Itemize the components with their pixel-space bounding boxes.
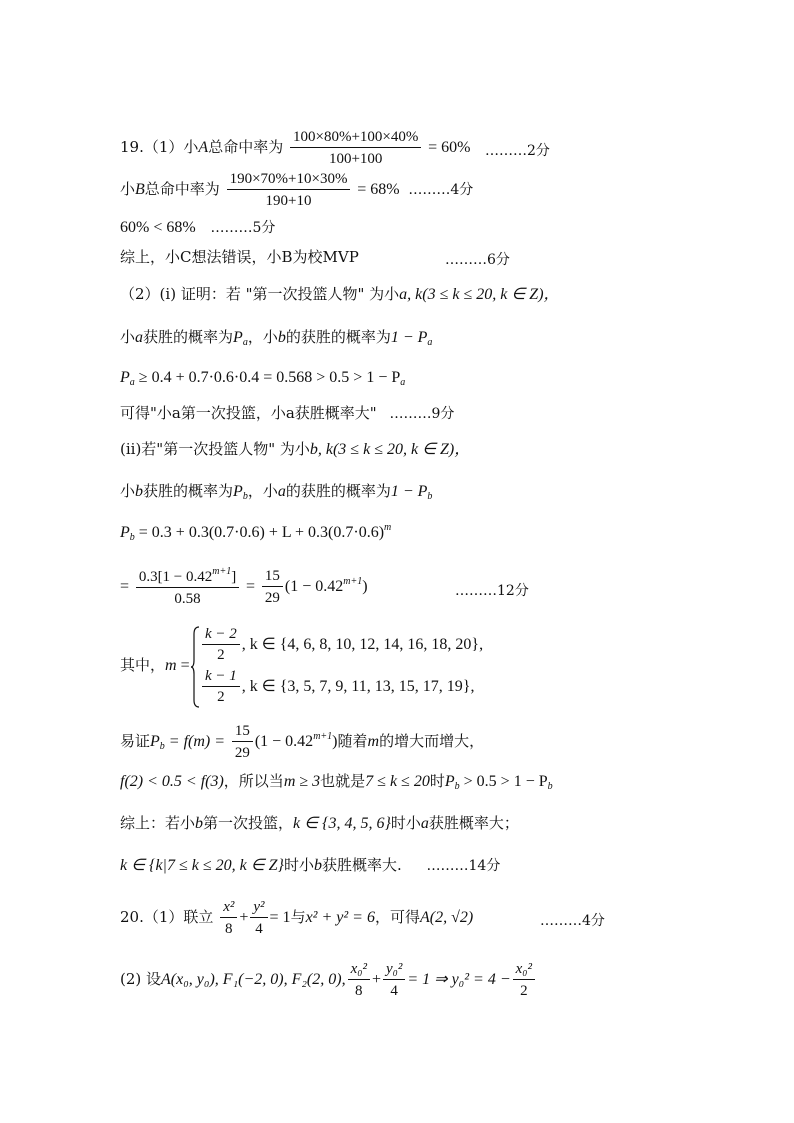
series: = 0.3 + 0.3(0.7·0.6) + L + 0.3(0.7·0.6) (134, 524, 385, 541)
text: ，小 (247, 482, 278, 500)
q19-line-15 (120, 772, 553, 793)
q19-line-12 (120, 566, 368, 608)
numerator: 15 (232, 722, 253, 742)
denominator: 190+10 (265, 193, 312, 209)
denominator: 2 (217, 647, 225, 663)
text: 随着 (337, 732, 368, 750)
superscript: m+1 (212, 566, 232, 577)
points-2: ………2分 (485, 143, 550, 159)
superscript: m (384, 522, 392, 533)
tail: (1 − 0.42 (284, 578, 344, 595)
text: 总命中率为 (208, 138, 284, 156)
points-6: ………6分 (445, 252, 510, 268)
q19-line-9 (120, 440, 470, 459)
points-9: ………9分 (389, 406, 455, 422)
text: 的获胜的概率为 (285, 482, 391, 500)
points-12: ………12分 (455, 583, 529, 599)
subscript: b (454, 781, 460, 792)
var-b: b (277, 329, 286, 346)
numerator: y₀² (383, 960, 405, 980)
var-m: m (367, 733, 380, 750)
fraction-k-2 (202, 626, 240, 664)
text: 获胜的概率为 (143, 482, 234, 500)
q19-line-6 (120, 328, 432, 349)
case-odd (200, 668, 474, 706)
subscript: b (242, 491, 248, 502)
q19-line-3 (120, 218, 275, 237)
text: 小 (120, 328, 136, 346)
points-5: ………5分 (210, 220, 276, 236)
var-P: P (120, 524, 130, 541)
var-B: B (135, 181, 145, 198)
subscript: b (129, 532, 135, 543)
result: = 68% (357, 181, 400, 198)
fraction-x0-8 (348, 960, 370, 1000)
var-a: a (420, 815, 429, 832)
expr: 1 − P (390, 483, 428, 500)
denominator: 4 (255, 921, 263, 937)
brace-icon (190, 626, 200, 708)
text: ，所以当 (223, 772, 284, 790)
numerator: x₀² (348, 960, 370, 980)
expr: (1 − 0.42 (254, 733, 314, 750)
var-a: a (135, 329, 144, 346)
expr: 1 − P (390, 329, 428, 346)
numerator: y² (250, 898, 267, 918)
text: 的增大而增大， (379, 732, 485, 750)
condition: a, k(3 ≤ k ≤ 20, k ∈ Z)， (399, 286, 560, 303)
numerator: 100×80%+100×40% (290, 128, 421, 148)
numerator: k − 1 (202, 668, 240, 687)
num-end: ] (231, 569, 237, 585)
equals: = (120, 578, 130, 595)
text: ，小 (247, 328, 278, 346)
var-P: P (150, 733, 160, 750)
points-4: ………4分 (540, 913, 605, 929)
text: 与 (290, 908, 306, 926)
points-4: ………4分 (408, 182, 474, 198)
q19-line-13 (120, 656, 190, 675)
q19-line-5 (120, 285, 560, 304)
var-P: P (444, 773, 455, 790)
var-A: A (198, 139, 209, 156)
conclusion: 综上，小C想法错误，小B为校MVP (120, 248, 359, 266)
var-b: b (195, 815, 204, 832)
text: 时小 (390, 814, 421, 832)
set: k ∈ {k|7 ≤ k ≤ 20, k ∈ Z} (120, 857, 284, 874)
fraction-k-1 (202, 668, 240, 706)
q19-line-11 (120, 522, 391, 544)
text: 可得"小a第一次投篮，小a获胜概率大" (120, 404, 377, 422)
text: 的获胜的概率为 (285, 328, 391, 346)
function: = f(m) = (164, 733, 226, 750)
q20-line-2 (120, 960, 537, 1000)
q19-line-17 (120, 856, 500, 875)
set: k ∈ {3, 4, 5, 6} (293, 815, 391, 832)
text: 获胜概率大； (428, 814, 519, 832)
denominator: 2 (520, 983, 528, 999)
subscript: b (547, 781, 553, 792)
inequality: ≥ 0.4 + 0.7·0.6·0.4 = 0.568 > 0.5 > 1 − P (134, 369, 401, 386)
denominator: 29 (234, 745, 250, 761)
q19-line-16 (120, 814, 519, 833)
numerator: x₀² (513, 960, 535, 980)
numerator: x² (220, 898, 237, 918)
text: 其中， (120, 656, 166, 674)
fraction-x0-2 (513, 960, 535, 1000)
denominator: 8 (225, 921, 233, 937)
text: 获胜概率大. (321, 856, 402, 874)
expr-end: ) (332, 733, 338, 750)
q19-line-8 (120, 404, 454, 423)
var-b: b (135, 483, 144, 500)
plus: + (239, 909, 249, 926)
condition: b, k(3 ≤ k ≤ 20, k ∈ Z)， (309, 441, 471, 458)
subscript: a (242, 337, 248, 348)
denominator: 4 (390, 983, 398, 999)
text: ，可得 (374, 908, 420, 926)
q19-line-4 (120, 248, 359, 266)
fraction-sum (136, 566, 239, 608)
superscript: m+1 (313, 731, 333, 742)
num-text: 0.3[1 − 0.42 (138, 569, 213, 585)
var-P: P (233, 483, 243, 500)
text: 综上：若小 (120, 814, 196, 832)
comparison: 60% < 68% (120, 219, 196, 236)
condition: 7 ≤ k ≤ 20 (365, 773, 430, 790)
fraction-y2-4 (250, 898, 267, 938)
text: 获胜的概率为 (143, 328, 234, 346)
text: 小 (120, 180, 136, 198)
equals: = (176, 657, 190, 674)
subscript: b (159, 741, 165, 752)
subscript: a (427, 337, 433, 348)
var-b: b (313, 857, 322, 874)
inequality: > 0.5 > 1 − P (459, 773, 548, 790)
numerator: k − 2 (202, 626, 240, 645)
text: （2）(i) 证明：若 "第一次投篮人物" 为小 (120, 285, 400, 303)
circle-equation: x² + y² = 6 (305, 909, 375, 926)
denominator: 0.58 (174, 591, 201, 607)
var-m: m (165, 657, 177, 674)
q19-line-14 (120, 722, 484, 762)
q20-label: 20.（1）联立 (120, 908, 214, 926)
inequality: f(2) < 0.5 < f(3) (120, 773, 224, 790)
fraction-A (290, 128, 421, 168)
q19-line-2 (120, 170, 473, 210)
equals: = (246, 578, 256, 595)
points-14: ………14分 (426, 858, 501, 874)
implication: = 1 ⇒ y₀² = 4 − (407, 971, 511, 988)
q20-line-1 (120, 898, 473, 938)
set: , k ∈ {3, 5, 7, 9, 11, 13, 15, 17, 19}, (241, 678, 475, 695)
fraction-y0-4 (383, 960, 405, 1000)
text: 时小 (283, 856, 314, 874)
subscript: a (400, 377, 406, 388)
text: (2) 设 (120, 970, 162, 988)
text: 小 (120, 482, 136, 500)
q19-label: 19.（1）小 (120, 138, 199, 156)
q19-line-10 (120, 482, 432, 503)
fraction-15-29 (232, 722, 253, 762)
q19-line-1 (120, 128, 471, 168)
fraction-x2-8 (220, 898, 237, 938)
var-P: P (120, 369, 130, 386)
case-even (200, 626, 483, 664)
condition: m ≥ 3 (283, 773, 321, 790)
set: , k ∈ {4, 6, 8, 10, 12, 14, 16, 18, 20}, (241, 636, 484, 653)
subscript: b (427, 491, 433, 502)
subscript: a (129, 377, 135, 388)
denominator: 2 (217, 689, 225, 705)
fraction-B (227, 170, 351, 210)
text: (ii)若"第一次投篮人物" 为小 (120, 440, 310, 458)
plus: + (371, 971, 381, 988)
text: 也就是 (320, 772, 366, 790)
text: 总命中率为 (144, 180, 220, 198)
denominator: 8 (355, 983, 363, 999)
denominator: 29 (264, 590, 280, 606)
superscript: m+1 (343, 576, 363, 587)
q19-line-7 (120, 368, 405, 389)
numerator: 15 (262, 567, 283, 587)
numerator: 190×70%+10×30% (227, 170, 351, 190)
result: = 60% (428, 139, 471, 156)
denominator: 100+100 (328, 151, 383, 167)
tail-end: ) (362, 578, 368, 595)
numerator (136, 566, 239, 588)
text: 时 (429, 772, 445, 790)
equals: = 1 (269, 909, 291, 926)
var-a: a (277, 483, 286, 500)
var-P: P (233, 329, 243, 346)
fraction-15-29 (262, 567, 283, 607)
point-A: A(2, √2) (419, 909, 474, 926)
text: 易证 (120, 732, 151, 750)
text: 第一次投篮， (203, 814, 294, 832)
points: A(x₀, y₀), F₁(−2, 0), F₂(2, 0), (161, 971, 346, 988)
